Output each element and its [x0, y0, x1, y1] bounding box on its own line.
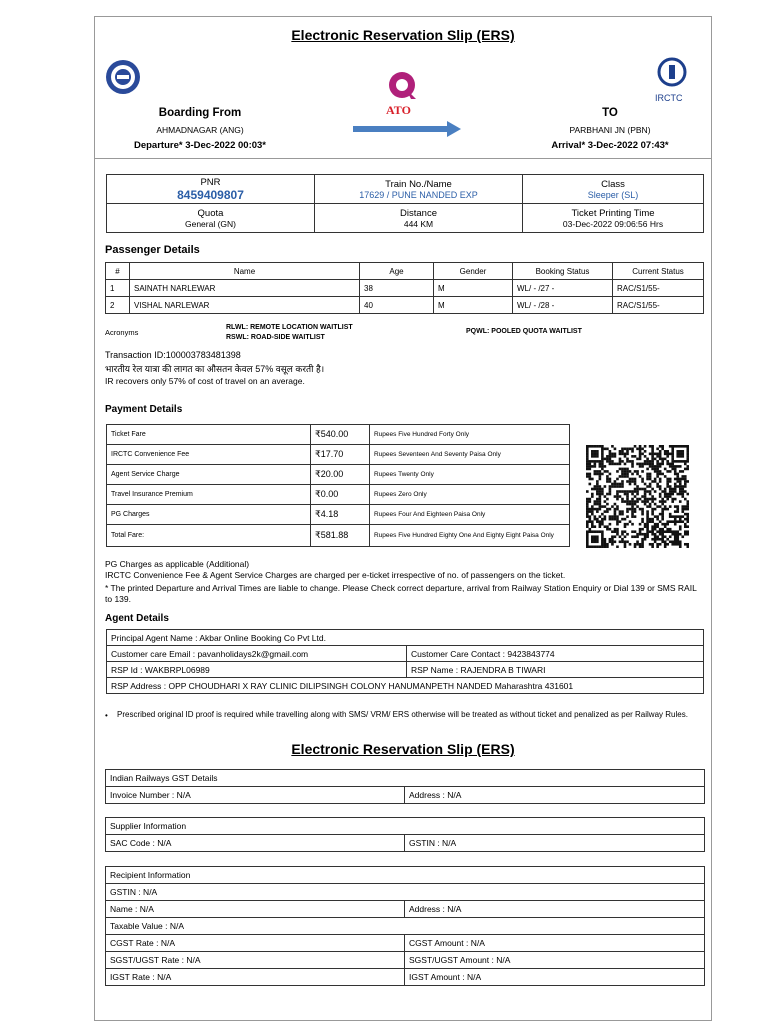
fare-label: Ticket Fare [107, 425, 311, 445]
column-header: Booking Status [513, 263, 613, 280]
train-value: 17629 / PUNE NANDED EXP [359, 189, 478, 200]
fare-label: Total Fare: [107, 525, 311, 547]
column-header: Gender [434, 263, 513, 280]
table-cell: RAC/S1/55- [613, 297, 704, 314]
passenger-heading: Passenger Details [105, 244, 200, 256]
acronym-pqwl: PQWL: POOLED QUOTA WAITLIST [466, 328, 582, 335]
quota-cell [107, 204, 315, 233]
passenger-header-row [106, 263, 704, 280]
table-cell: VISHAL NARLEWAR [130, 297, 360, 314]
time-change-note: * The printed Departure and Arrival Times are liable to change. Please Check correct departure, arrival from Railway Station Enquiry or Dial 139 or SMS RAIL to 139. [105, 583, 697, 604]
train-cell [315, 175, 523, 204]
fare-label: IRCTC Convenience Fee [107, 445, 311, 465]
table-cell: 38 [360, 280, 434, 297]
fare-words: Rupees Seventeen And Seventy Paisa Only [370, 445, 570, 465]
table-row [106, 280, 704, 297]
recipient-heading: Recipient Information [106, 867, 705, 884]
column-header: # [106, 263, 130, 280]
recipient-table [105, 866, 705, 986]
cost-note-hindi: भारतीय रेल यात्रा की लागत का औसतन केवल 57% वसूल करती है। [105, 364, 325, 374]
customer-care-email: Customer care Email : pavanholidays2k@gmail.com [107, 646, 407, 662]
table-row [107, 525, 570, 547]
qr-code-icon [586, 445, 689, 548]
fare-words: Rupees Five Hundred Eighty One And Eighty Eight Paisa Only [370, 525, 570, 547]
printing-value: 03-Dec-2022 09:06:56 Hrs [562, 218, 664, 229]
column-header: Age [360, 263, 434, 280]
fare-words: Rupees Four And Eighteen Paisa Only [370, 505, 570, 525]
gst-details-table [105, 769, 705, 804]
supplier-table [105, 817, 705, 852]
table-cell: WL/ - /28 - [513, 297, 613, 314]
table-cell: RAC/S1/55- [613, 280, 704, 297]
table-row [107, 425, 570, 445]
table-cell: 2 [106, 297, 130, 314]
fare-amount: ₹540.00 [311, 425, 370, 445]
class-value: Sleeper (SL) [587, 189, 639, 200]
table-row [107, 485, 570, 505]
distance-value: 444 KM [403, 218, 434, 229]
departure-time: Departure* 3-Dec-2022 00:03* [133, 140, 267, 151]
pg-note: PG Charges as applicable (Additional) [105, 559, 250, 569]
recipient-name: Name : N/A [106, 901, 405, 918]
pnr-cell [107, 175, 315, 204]
fare-amount: ₹4.18 [311, 505, 370, 525]
table-cell: SAINATH NARLEWAR [130, 280, 360, 297]
fare-amount: ₹17.70 [311, 445, 370, 465]
sgst-rate: SGST/UGST Rate : N/A [106, 952, 405, 969]
igst-amount: IGST Amount : N/A [405, 969, 705, 986]
table-row [106, 297, 704, 314]
page-title: Electronic Reservation Slip (ERS) [291, 27, 515, 43]
acronyms-label: Acronyms [105, 328, 139, 337]
transaction-id: Transaction ID:100003783481398 [105, 350, 241, 360]
pnr-label: PNR [200, 176, 221, 188]
ticket-page [94, 16, 712, 1021]
class-cell [523, 175, 704, 204]
passenger-table [105, 262, 704, 314]
fare-label: PG Charges [107, 505, 311, 525]
bullet-icon: • [105, 711, 108, 720]
rsp-address: RSP Address : OPP CHOUDHARI X RAY CLINIC DILIPSINGH COLONY HANUMANPETH NANDED Maharashtra 431601 [107, 678, 704, 694]
arrival-time: Arrival* 3-Dec-2022 07:43* [551, 140, 669, 151]
class-label: Class [601, 178, 625, 190]
to-station: PARBHANI JN (PBN) [569, 125, 651, 135]
pnr-value: 8459409807 [177, 187, 244, 202]
table-row [107, 505, 570, 525]
to-label: TO [602, 107, 618, 119]
principal-agent: Principal Agent Name : Akbar Online Booking Co Pvt Ltd. [107, 630, 704, 646]
sac-code: SAC Code : N/A [106, 835, 405, 852]
fare-amount: ₹581.88 [311, 525, 370, 547]
journey-summary-table [106, 174, 704, 233]
arrow-right-icon [353, 121, 461, 137]
irctc-logo-text: IRCTC [655, 93, 683, 103]
boarding-label: Boarding From [158, 107, 242, 119]
recipient-gstin: GSTIN : N/A [106, 884, 705, 901]
rsp-id: RSP Id : WAKBRPL06989 [107, 662, 407, 678]
customer-care-contact: Customer Care Contact : 9423843774 [407, 646, 704, 662]
table-cell: WL/ - /27 - [513, 280, 613, 297]
train-label: Train No./Name [385, 178, 452, 190]
indian-railways-logo-icon [105, 59, 141, 95]
table-cell: 40 [360, 297, 434, 314]
distance-label: Distance [400, 207, 437, 219]
table-cell: M [434, 280, 513, 297]
cost-note-english: IR recovers only 57% of cost of travel on an average. [105, 376, 305, 386]
fare-amount: ₹0.00 [311, 485, 370, 505]
gst-section-title: Electronic Reservation Slip (ERS) [291, 741, 515, 757]
header-divider [95, 158, 711, 159]
gst-address: Address : N/A [405, 787, 705, 804]
cgst-rate: CGST Rate : N/A [106, 935, 405, 952]
quota-label: Quota [197, 207, 224, 219]
convenience-note: IRCTC Convenience Fee & Agent Service Charges are charged per e-ticket irrespective of no. of passengers on the ticket. [105, 570, 566, 580]
igst-rate: IGST Rate : N/A [106, 969, 405, 986]
quota-value: General (GN) [184, 218, 236, 229]
distance-cell [315, 204, 523, 233]
rsp-name: RSP Name : RAJENDRA B TIWARI [407, 662, 704, 678]
irctc-logo-icon [657, 57, 687, 87]
invoice-number: Invoice Number : N/A [106, 787, 405, 804]
recipient-address: Address : N/A [405, 901, 705, 918]
supplier-gstin: GSTIN : N/A [405, 835, 705, 852]
table-row [107, 465, 570, 485]
printing-label: Ticket Printing Time [571, 207, 655, 219]
table-cell: M [434, 297, 513, 314]
fare-words: Rupees Five Hundred Forty Only [370, 425, 570, 445]
fare-label: Agent Service Charge [107, 465, 311, 485]
table-cell: 1 [106, 280, 130, 297]
fare-words: Rupees Zero Only [370, 485, 570, 505]
payment-table [106, 424, 570, 547]
fare-label: Travel Insurance Premium [107, 485, 311, 505]
table-row [107, 445, 570, 465]
agent-table [106, 629, 704, 694]
supplier-heading: Supplier Information [106, 818, 705, 835]
fare-words: Rupees Twenty Only [370, 465, 570, 485]
printing-cell [523, 204, 704, 233]
cgst-amount: CGST Amount : N/A [405, 935, 705, 952]
boarding-station: AHMADNAGAR (ANG) [156, 125, 244, 135]
fare-amount: ₹20.00 [311, 465, 370, 485]
column-header: Name [130, 263, 360, 280]
agent-heading: Agent Details [105, 613, 169, 624]
sgst-amount: SGST/UGST Amount : N/A [405, 952, 705, 969]
acronym-rswl: RSWL: ROAD-SIDE WAITLIST [226, 334, 325, 341]
payment-heading: Payment Details [105, 404, 183, 415]
ato-logo-text: ATO [386, 103, 411, 117]
taxable-value: Taxable Value : N/A [106, 918, 705, 935]
column-header: Current Status [613, 263, 704, 280]
id-proof-note: Prescribed original ID proof is required while travelling along with SMS/ VRM/ ERS otherwise will be treated as without ticket and penalized as per Railway Rules. [117, 710, 688, 719]
acronym-rlwl: RLWL: REMOTE LOCATION WAITLIST [226, 324, 353, 331]
gst-heading: Indian Railways GST Details [106, 770, 705, 787]
